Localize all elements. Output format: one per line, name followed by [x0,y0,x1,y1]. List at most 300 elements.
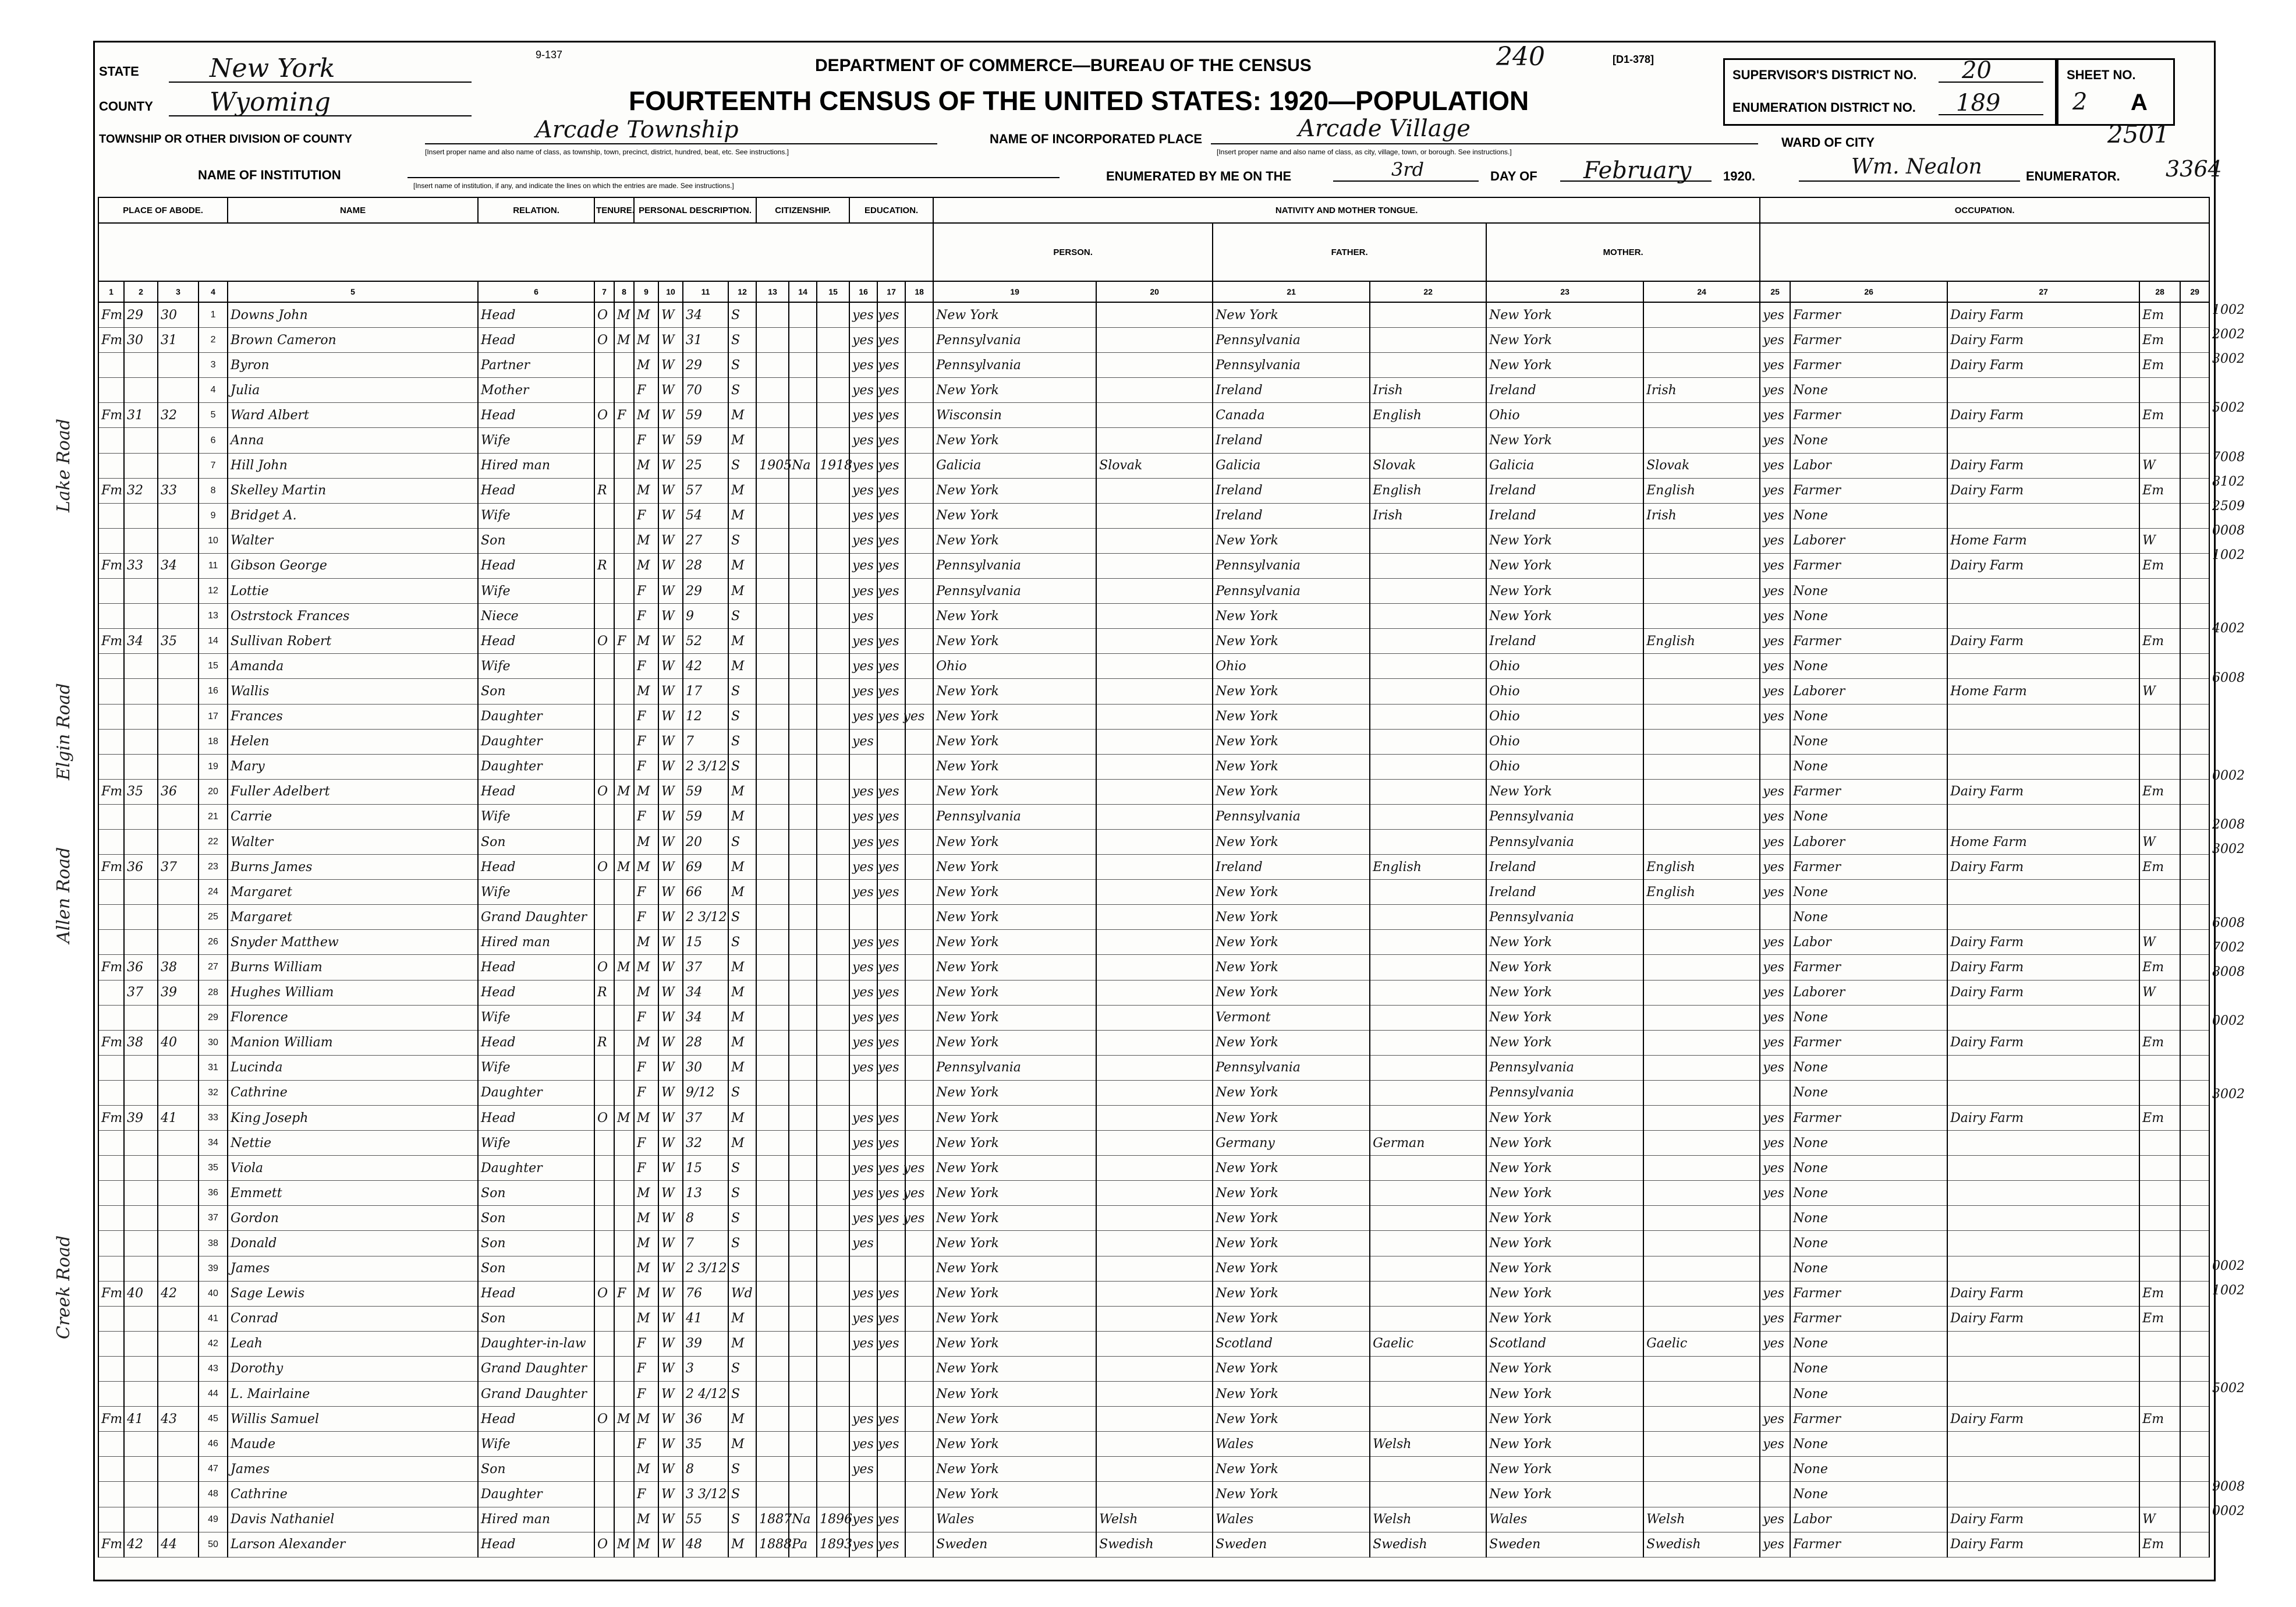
immigration-year-cell [756,855,789,880]
industry-cell [1947,428,2139,453]
age-cell: 41 [683,1306,728,1331]
father-birthplace-cell: New York [1213,1106,1370,1131]
sex-cell: M [634,1106,658,1131]
tenure-cell [594,604,614,629]
relation-cell: Daughter [478,1156,594,1181]
relation-cell: Wife [478,1131,594,1156]
mother-tongue-cell: Welsh [1096,1507,1213,1532]
mortgage-cell [614,1231,634,1256]
mortgage-cell [614,478,634,503]
birthplace-cell: New York [933,1382,1096,1407]
naturalization-year-cell [817,729,849,754]
write-cell [905,1407,933,1432]
speaks-english-cell: yes [1760,704,1790,729]
naturalization-year-cell [817,1156,849,1181]
family-number-cell: 24 [199,880,228,905]
mother-tongue-of-mother-cell [1643,829,1760,854]
name-cell: Florence [228,1005,478,1030]
name-cell: Walter [228,829,478,854]
mother-birthplace-cell: Pennsylvania [1486,905,1643,930]
family-number-cell: 31 [199,1055,228,1080]
family-number-cell: 29 [199,1005,228,1030]
relation-cell: Grand Daughter [478,1356,594,1381]
write-cell [905,1331,933,1356]
column-number: 7 [594,281,614,302]
column-number: 27 [1947,281,2139,302]
relation-cell: Son [478,1181,594,1206]
naturalization-year-cell [817,403,849,428]
immigration-year-cell [756,1055,789,1080]
relation-cell: Grand Daughter [478,905,594,930]
house-number-cell [124,1507,158,1532]
age-cell: 42 [683,654,728,679]
father-birthplace-cell: New York [1213,1206,1370,1231]
mortgage-cell [614,1432,634,1457]
relation-cell: Wife [478,428,594,453]
age-cell: 29 [683,579,728,604]
row-code: 1002 [2212,1283,2245,1298]
race-cell: W [658,453,683,478]
naturalized-cell [789,1005,817,1030]
mother-birthplace-cell: Pennsylvania [1486,804,1643,829]
row-code: 8102 [2212,474,2245,489]
mother-birthplace-cell: New York [1486,930,1643,955]
occupation-cell: Farmer [1790,955,1947,980]
birthplace-cell: New York [933,1407,1096,1432]
father-birthplace-cell: New York [1213,528,1370,553]
immigration-year-cell [756,679,789,704]
mortgage-cell [614,1331,634,1356]
family-number-cell: 28 [199,980,228,1005]
industry-cell: Dairy Farm [1947,553,2139,578]
immigration-year-cell [756,1206,789,1231]
sex-cell: F [634,905,658,930]
immigration-year-cell [756,1482,789,1507]
father-tongue-cell [1370,428,1486,453]
street-cell [98,528,124,553]
age-cell: 3 3/12 [683,1482,728,1507]
tenure-cell [594,905,614,930]
house-number-cell [124,579,158,604]
occupation-cell: None [1790,905,1947,930]
birthplace-cell: Wisconsin [933,403,1096,428]
mother-birthplace-cell: New York [1486,353,1643,378]
street-cell [98,880,124,905]
farm-schedule-cell [2180,453,2209,478]
occupation-cell: Laborer [1790,829,1947,854]
street-cell [98,704,124,729]
mother-tongue-cell [1096,704,1213,729]
mother-tongue-cell [1096,1457,1213,1482]
mother-tongue-cell [1096,1281,1213,1306]
immigration-year-cell [756,1382,789,1407]
sex-cell: F [634,1331,658,1356]
industry-cell [1947,1382,2139,1407]
farm-schedule-cell [2180,754,2209,779]
speaks-english-cell: yes [1760,829,1790,854]
father-tongue-cell [1370,302,1486,328]
tenure-cell [594,804,614,829]
immigration-year-cell [756,1156,789,1181]
mother-birthplace-cell: New York [1486,528,1643,553]
speaks-english-cell: yes [1760,1156,1790,1181]
class-of-worker-cell [2139,905,2180,930]
naturalization-year-cell [817,1432,849,1457]
row-code: 1002 [2212,303,2245,317]
mother-birthplace-cell: New York [1486,1181,1643,1206]
dwelling-number-cell: 33 [158,478,199,503]
naturalized-cell [789,503,817,528]
table-row [98,1231,2209,1256]
mother-tongue-of-mother-cell [1643,403,1760,428]
class-of-worker-cell: Em [2139,478,2180,503]
tenure-cell [594,729,614,754]
mother-tongue-of-mother-cell [1643,1256,1760,1281]
dwelling-number-cell [158,654,199,679]
street-cell: Fm [98,779,124,804]
form-number: 9-137 [536,49,563,61]
dwelling-number-cell [158,453,199,478]
write-cell [905,1055,933,1080]
industry-cell: Dairy Farm [1947,779,2139,804]
naturalized-cell [789,302,817,328]
birthplace-cell: New York [933,629,1096,654]
industry-cell [1947,1156,2139,1181]
age-cell: 2 4/12 [683,1382,728,1407]
father-birthplace-cell: New York [1213,1482,1370,1507]
tenure-cell: O [594,403,614,428]
father-tongue-cell: Welsh [1370,1432,1486,1457]
marital-cell: M [728,428,756,453]
father-birthplace-cell: New York [1213,1382,1370,1407]
father-birthplace-cell: Pennsylvania [1213,353,1370,378]
family-number-cell: 6 [199,428,228,453]
age-cell: 30 [683,1055,728,1080]
dwelling-number-cell [158,1055,199,1080]
mortgage-cell [614,353,634,378]
tenure-cell [594,1080,614,1105]
race-cell: W [658,779,683,804]
industry-cell: Dairy Farm [1947,403,2139,428]
name-cell: Hughes William [228,980,478,1005]
age-cell: 17 [683,679,728,704]
dwelling-number-cell [158,604,199,629]
naturalized-cell [789,1457,817,1482]
ward-value: 2501 [2107,120,2170,148]
write-cell [905,829,933,854]
speaks-english-cell: yes [1760,654,1790,679]
mother-tongue-cell [1096,804,1213,829]
mother-tongue-of-mother-cell [1643,1005,1760,1030]
table-row [98,1106,2209,1131]
mother-tongue-cell [1096,1382,1213,1407]
mother-tongue-cell [1096,378,1213,403]
mother-tongue-cell [1096,905,1213,930]
house-number-cell [124,1256,158,1281]
sex-cell: F [634,1482,658,1507]
house-number-cell: 37 [124,980,158,1005]
immigration-year-cell [756,579,789,604]
table-row [98,1080,2209,1105]
sex-cell: M [634,1306,658,1331]
family-number-cell: 14 [199,629,228,654]
naturalization-year-cell [817,1457,849,1482]
industry-cell [1947,704,2139,729]
street-cell [98,503,124,528]
mother-birthplace-cell: New York [1486,1432,1643,1457]
column-number: 13 [756,281,789,302]
mother-tongue-of-mother-cell [1643,1306,1760,1331]
house-number-cell [124,1156,158,1181]
mother-tongue-of-mother-cell [1643,679,1760,704]
tenure-cell: O [594,328,614,353]
mother-tongue-of-mother-cell [1643,302,1760,328]
table-row [98,1256,2209,1281]
age-cell: 69 [683,855,728,880]
farm-schedule-cell [2180,478,2209,503]
family-number-cell: 7 [199,453,228,478]
naturalization-year-cell [817,930,849,955]
table-row [98,1532,2209,1557]
family-number-cell: 38 [199,1231,228,1256]
mother-birthplace-cell: New York [1486,980,1643,1005]
farm-schedule-cell [2180,654,2209,679]
mother-birthplace-cell: New York [1486,1482,1643,1507]
birthplace-cell: New York [933,729,1096,754]
birthplace-cell: New York [933,1005,1096,1030]
marital-cell: S [728,1457,756,1482]
race-cell: W [658,804,683,829]
immigration-year-cell [756,1231,789,1256]
table-row [98,654,2209,679]
birthplace-cell: Pennsylvania [933,1055,1096,1080]
street-cell [98,1432,124,1457]
father-birthplace-cell: Ohio [1213,654,1370,679]
occupation-cell: None [1790,1131,1947,1156]
speaks-english-cell: yes [1760,579,1790,604]
occupation-cell: None [1790,1331,1947,1356]
sex-cell: F [634,754,658,779]
relation-cell: Head [478,553,594,578]
birthplace-cell: New York [933,1181,1096,1206]
family-number-cell: 49 [199,1507,228,1532]
age-cell: 57 [683,478,728,503]
age-cell: 59 [683,804,728,829]
write-cell [905,1131,933,1156]
immigration-year-cell [756,754,789,779]
read-cell [877,905,905,930]
naturalization-year-cell [817,654,849,679]
class-of-worker-cell [2139,704,2180,729]
naturalized-cell [789,1256,817,1281]
age-cell: 48 [683,1532,728,1557]
birthplace-cell: New York [933,1256,1096,1281]
family-number-cell: 1 [199,302,228,328]
state-line [169,82,472,83]
birthplace-cell: New York [933,905,1096,930]
write-cell [905,328,933,353]
father-tongue-cell [1370,604,1486,629]
race-cell: W [658,930,683,955]
write-cell [905,679,933,704]
speaks-english-cell: yes [1760,503,1790,528]
group-occupation: OCCUPATION. [1760,197,2209,223]
industry-cell: Dairy Farm [1947,1532,2139,1557]
tenure-cell: O [594,1407,614,1432]
class-of-worker-cell [2139,579,2180,604]
mortgage-cell: F [614,629,634,654]
immigration-year-cell [756,1432,789,1457]
sex-cell: F [634,579,658,604]
class-of-worker-cell: Em [2139,353,2180,378]
street-cell [98,1080,124,1105]
father-tongue-cell [1370,1206,1486,1231]
enumerator-line [1799,180,2020,182]
mother-birthplace-cell: New York [1486,1457,1643,1482]
name-cell: Hill John [228,453,478,478]
mother-tongue-cell [1096,328,1213,353]
race-cell: W [658,1482,683,1507]
mother-birthplace-cell: New York [1486,1281,1643,1306]
tenure-cell [594,1256,614,1281]
street-cell [98,829,124,854]
mother-tongue-of-mother-cell [1643,1457,1760,1482]
write-cell [905,1106,933,1131]
father-tongue-cell [1370,629,1486,654]
mortgage-cell [614,754,634,779]
mother-tongue-cell [1096,1156,1213,1181]
birthplace-cell: New York [933,754,1096,779]
sex-cell: F [634,604,658,629]
relation-cell: Daughter [478,729,594,754]
dwelling-number-cell [158,905,199,930]
education-cell: yes yes yes [849,1206,877,1231]
marital-cell: S [728,1356,756,1381]
naturalized-cell [789,478,817,503]
naturalized-cell: Na [789,1507,817,1532]
father-birthplace-cell: New York [1213,1030,1370,1055]
birthplace-cell: Pennsylvania [933,579,1096,604]
speaks-english-cell: yes [1760,553,1790,578]
speaks-english-cell [1760,754,1790,779]
naturalization-year-cell: 1893 [817,1532,849,1557]
marital-cell: S [728,679,756,704]
table-row [98,428,2209,453]
age-cell: 9/12 [683,1080,728,1105]
industry-cell: Dairy Farm [1947,855,2139,880]
column-number: 15 [817,281,849,302]
table-row [98,328,2209,353]
race-cell: W [658,1281,683,1306]
house-number-cell [124,1306,158,1331]
father-birthplace-cell: Scotland [1213,1331,1370,1356]
mortgage-cell [614,1457,634,1482]
mother-tongue-of-mother-cell [1643,980,1760,1005]
family-number-cell: 44 [199,1382,228,1407]
relation-cell: Daughter [478,754,594,779]
father-tongue-cell [1370,528,1486,553]
speaks-english-cell: yes [1760,1432,1790,1457]
column-number: 12 [728,281,756,302]
family-number-cell: 4 [199,378,228,403]
naturalized-cell [789,528,817,553]
write-cell [905,503,933,528]
dwelling-number-cell: 35 [158,629,199,654]
tenure-cell [594,880,614,905]
name-cell: Mary [228,754,478,779]
naturalized-cell [789,1181,817,1206]
mortgage-cell [614,1356,634,1381]
mother-birthplace-cell: Wales [1486,1507,1643,1532]
mother-birthplace-cell: New York [1486,1206,1643,1231]
naturalized-cell [789,1432,817,1457]
birthplace-cell: New York [933,478,1096,503]
industry-cell [1947,804,2139,829]
column-number: 21 [1213,281,1370,302]
immigration-year-cell [756,1131,789,1156]
father-tongue-cell [1370,553,1486,578]
class-of-worker-cell [2139,1131,2180,1156]
mortgage-cell [614,1005,634,1030]
mother-birthplace-cell: Sweden [1486,1532,1643,1557]
mother-tongue-of-mother-cell: Welsh [1643,1507,1760,1532]
father-birthplace-cell: New York [1213,1080,1370,1105]
family-number-cell: 3 [199,353,228,378]
birthplace-cell: New York [933,1432,1096,1457]
father-tongue-cell [1370,1156,1486,1181]
immigration-year-cell [756,729,789,754]
write-cell [905,1457,933,1482]
write-cell [905,1256,933,1281]
mother-birthplace-cell: Pennsylvania [1486,1080,1643,1105]
marital-cell: M [728,1030,756,1055]
father-tongue-cell: English [1370,855,1486,880]
speaks-english-cell: yes [1760,1055,1790,1080]
name-cell: Donald [228,1231,478,1256]
occupation-cell: Farmer [1790,779,1947,804]
table-row [98,980,2209,1005]
naturalized-cell [789,930,817,955]
marital-cell: M [728,1055,756,1080]
father-tongue-cell [1370,353,1486,378]
father-birthplace-cell: New York [1213,1156,1370,1181]
farm-schedule-cell [2180,1231,2209,1256]
speaks-english-cell: yes [1760,403,1790,428]
row-code: 8008 [2212,964,2245,979]
marital-cell: S [728,604,756,629]
naturalized-cell: Pa [789,1532,817,1557]
relation-cell: Wife [478,1432,594,1457]
speaks-english-cell: yes [1760,428,1790,453]
race-cell: W [658,1256,683,1281]
class-of-worker-cell [2139,1055,2180,1080]
age-cell: 55 [683,1507,728,1532]
table-row [98,1181,2209,1206]
race-cell: W [658,704,683,729]
birthplace-cell: New York [933,880,1096,905]
relation-cell: Mother [478,378,594,403]
tenure-cell: O [594,629,614,654]
tenure-cell: O [594,855,614,880]
father-birthplace-cell: Ireland [1213,428,1370,453]
write-cell [905,579,933,604]
mother-birthplace-cell: New York [1486,1156,1643,1181]
row-code: 7008 [2212,449,2245,465]
occupation-spacer [1760,223,2209,281]
mother-tongue-cell [1096,855,1213,880]
house-number-cell [124,1131,158,1156]
house-number-cell [124,1055,158,1080]
